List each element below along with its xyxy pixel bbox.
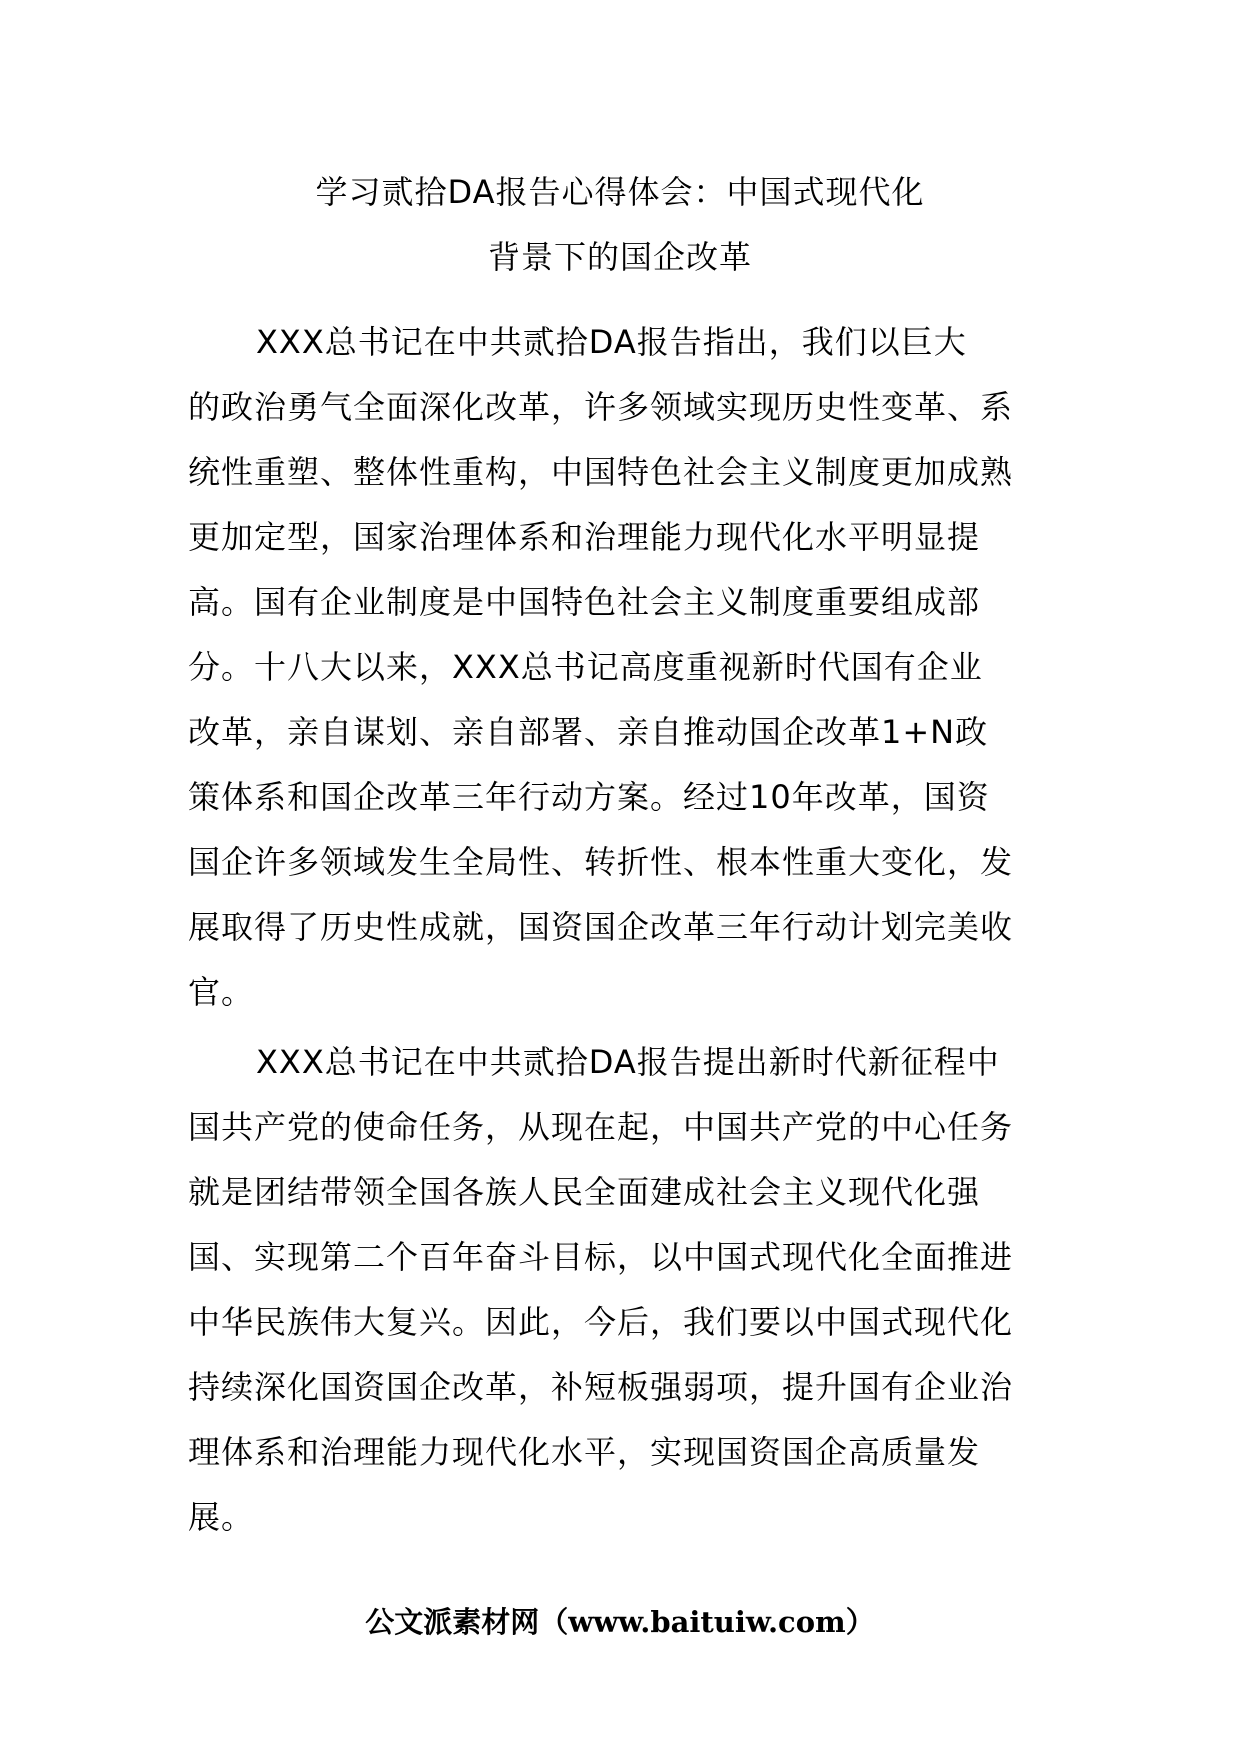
title-line: 背景下的国企改革	[487, 238, 752, 276]
document-title	[150, 160, 1090, 290]
paragraph-line: 改革，亲自谋划、亲自部署、亲自推动国企改革1+N政	[188, 713, 989, 751]
paragraph-line: 高。国有企业制度是中国特色社会主义制度重要组成部	[188, 583, 981, 621]
paragraph-line: 持续深化国资国企改革，补短板强弱项，提升国有企业治	[188, 1368, 1014, 1406]
paragraph-line: 中华民族伟大复兴。因此，今后，我们要以中国式现代化	[188, 1303, 1014, 1341]
footer-source: 公文派素材网（www.baituiw.com）	[365, 1605, 875, 1639]
paragraph-line: 的政治勇气全面深化改革，许多领域实现历史性变革、系	[188, 388, 1014, 426]
paragraph-line: 国、实现第二个百年奋斗目标，以中国式现代化全面推进	[188, 1238, 1014, 1276]
paragraph-2	[188, 1030, 1068, 1550]
paragraph-line: 更加定型，国家治理体系和治理能力现代化水平明显提	[188, 518, 981, 556]
paragraph-line: 官。	[188, 973, 255, 1011]
paragraph-line: XXX总书记在中共贰拾DA报告提出新时代新征程中	[256, 1043, 1000, 1081]
paragraph-line: 分。十八大以来，XXX总书记高度重视新时代国有企业	[188, 648, 983, 686]
paragraph-line: XXX总书记在中共贰拾DA报告指出，我们以巨大	[256, 323, 967, 361]
paragraph-line: 策体系和国企改革三年行动方案。经过10年改革，国资	[188, 778, 990, 816]
paragraph-line: 展。	[188, 1498, 255, 1536]
paragraph-line: 展取得了历史性成就，国资国企改革三年行动计划完美收	[188, 908, 1014, 946]
paragraph-line: 国企许多领域发生全局性、转折性、根本性重大变化，发	[188, 843, 1014, 881]
paragraph-line: 就是团结带领全国各族人民全面建成社会主义现代化强	[188, 1173, 981, 1211]
paragraph-1	[188, 310, 1068, 1025]
paragraph-line: 国共产党的使命任务，从现在起，中国共产党的中心任务	[188, 1108, 1014, 1146]
paragraph-line: 理体系和治理能力现代化水平，实现国资国企高质量发	[188, 1433, 981, 1471]
title-line: 学习贰拾DA报告心得体会：中国式现代化	[315, 173, 925, 211]
paragraph-line: 统性重塑、整体性重构，中国特色社会主义制度更加成熟	[188, 453, 1014, 491]
